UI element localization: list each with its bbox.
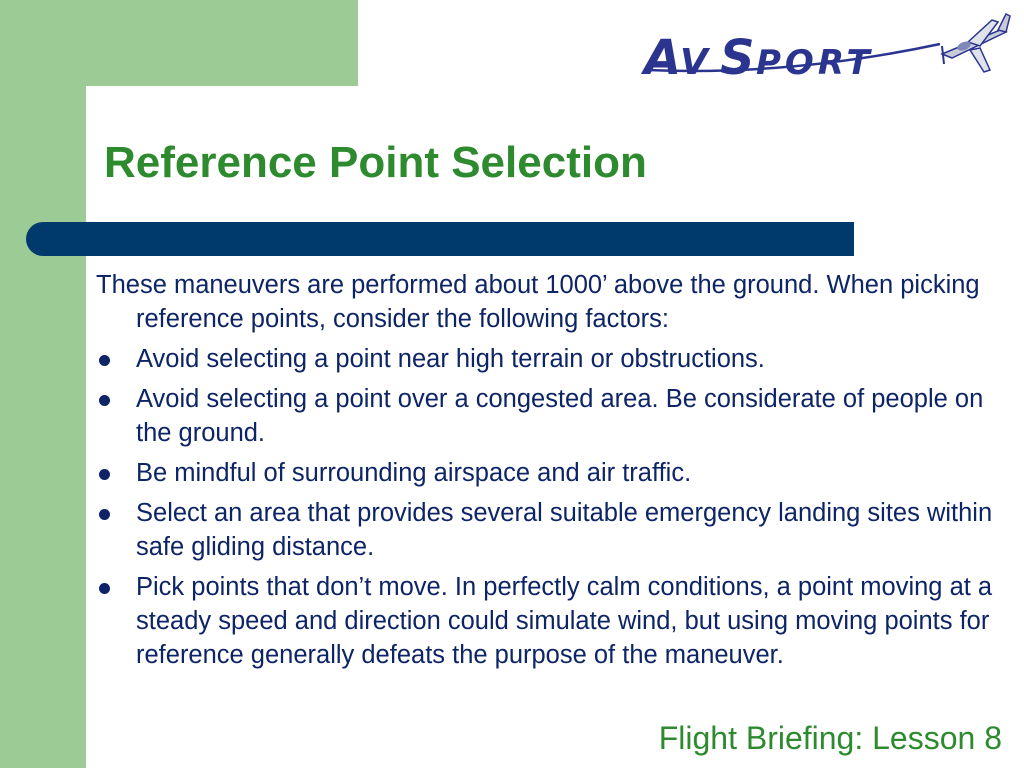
- footer-lesson-label: Flight Briefing: Lesson 8: [658, 720, 1002, 756]
- svg-text:S: S: [720, 30, 755, 84]
- airplane-icon: [942, 14, 1010, 72]
- bullet-text: Avoid selecting a point over a congested area. Be considerate of people on the ground.: [136, 385, 984, 447]
- list-item: [96, 570, 1012, 672]
- bullet-dot-icon: [99, 583, 110, 594]
- bullet-dot-icon: [99, 469, 110, 480]
- bullet-text: Avoid selecting a point near high terrain or obstructions.: [136, 345, 765, 373]
- list-item: [96, 496, 1012, 564]
- title-underline-bar: [26, 222, 854, 256]
- svg-text:PORT: PORT: [756, 43, 874, 83]
- bullet-text: Pick points that don’t move. In perfectly calm conditions, a point moving at a steady speed and direction could simulate wind, but using moving points for reference generally defeats the purpose of the maneuver.: [136, 573, 993, 669]
- slide-title: Reference Point Selection: [104, 138, 647, 187]
- svg-text:V: V: [680, 42, 708, 83]
- list-item: [96, 382, 1012, 450]
- bullet-dot-icon: [99, 395, 110, 406]
- intro-paragraph: These maneuvers are performed about 1000’ above the ground. When picking reference points, consider the following factors:: [96, 271, 980, 333]
- avsport-logo: [640, 6, 1020, 84]
- bullet-dot-icon: [99, 355, 110, 366]
- slide-body: [96, 268, 1012, 678]
- list-item: [96, 456, 1012, 490]
- svg-text:A: A: [644, 30, 684, 84]
- bullet-list: [96, 342, 1012, 672]
- bullet-text: Be mindful of surrounding airspace and air traffic.: [136, 459, 692, 487]
- bullet-dot-icon: [99, 509, 110, 520]
- green-backdrop-left: [0, 0, 86, 768]
- list-item: [96, 342, 1012, 376]
- bullet-text: Select an area that provides several suitable emergency landing sites within safe gliding distance.: [136, 499, 993, 561]
- green-backdrop-top: [0, 0, 358, 86]
